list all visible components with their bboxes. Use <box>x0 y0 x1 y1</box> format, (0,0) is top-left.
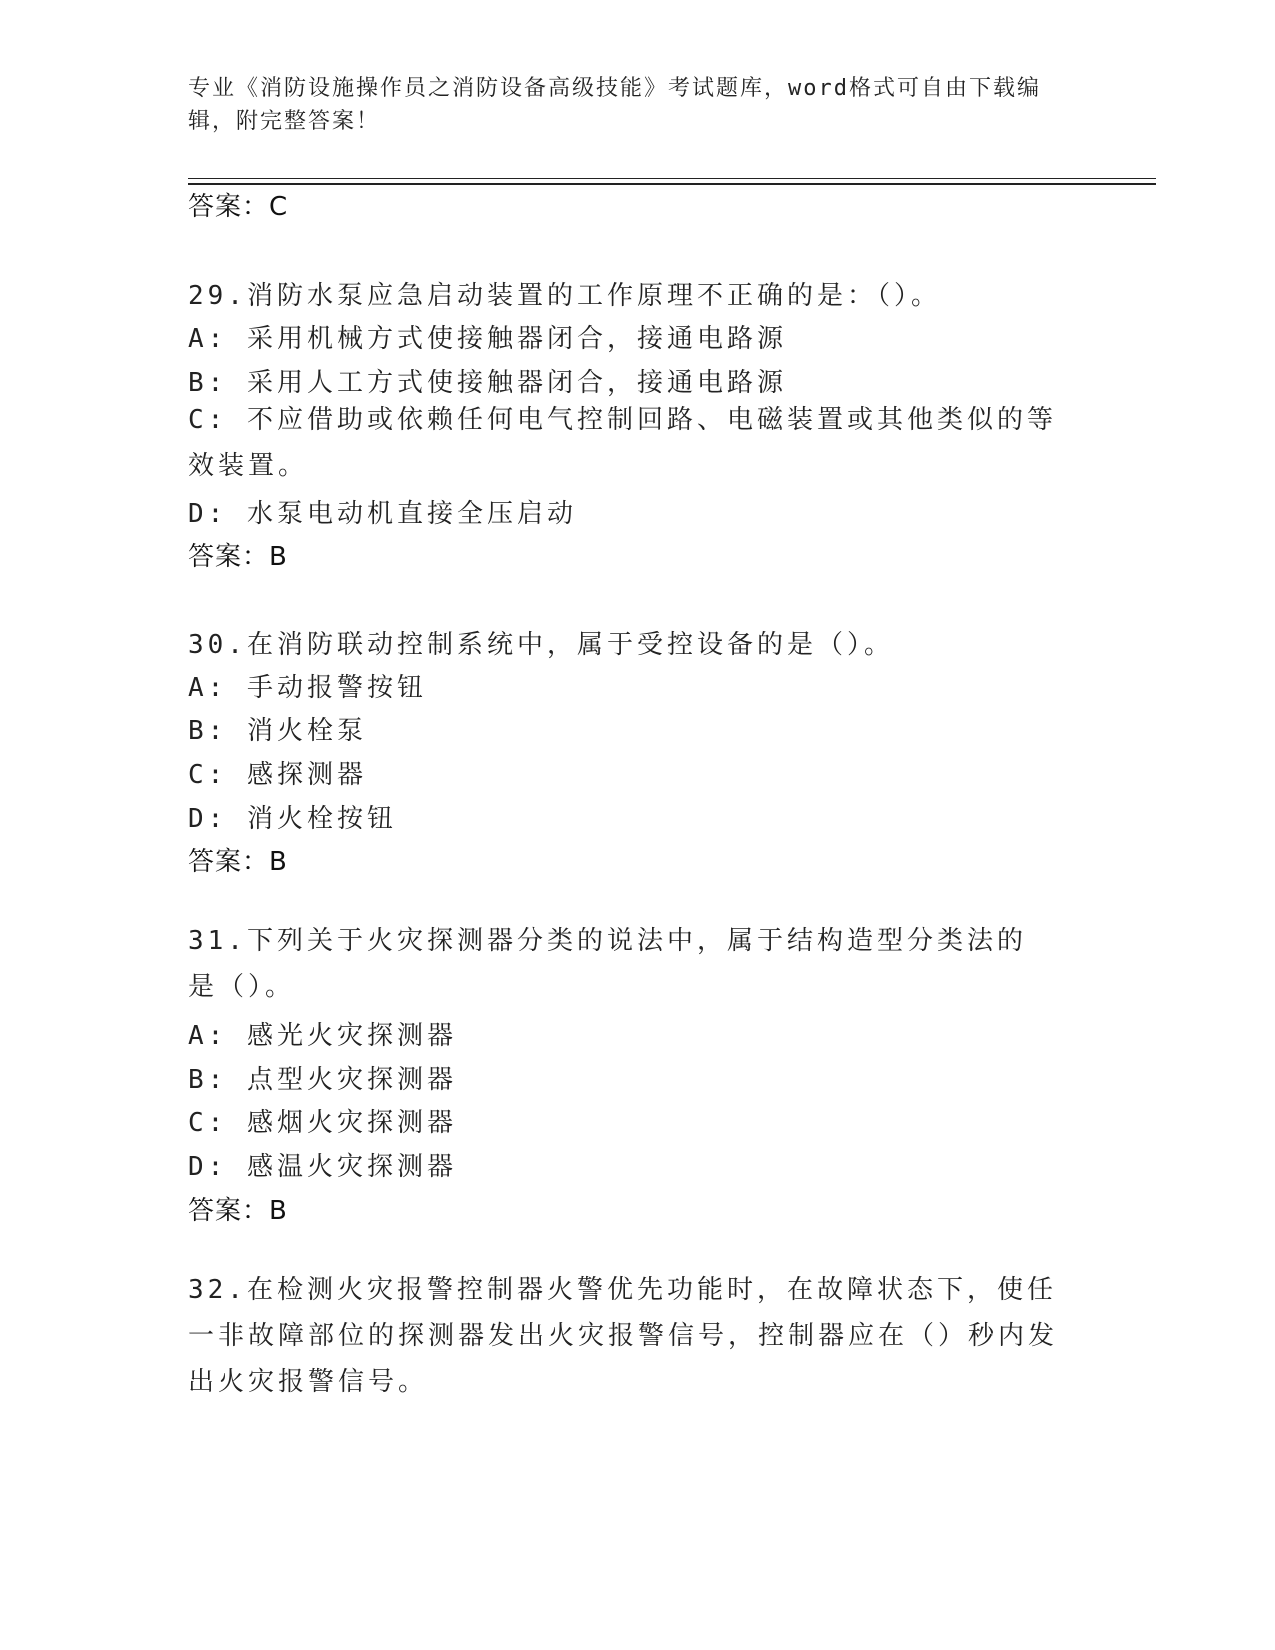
previous-answer: 答案：C <box>188 192 289 222</box>
question-29-option-c: C: 不应借助或依赖任何电气控制回路、电磁装置或其他类似的等效装置。 <box>188 405 1057 481</box>
question-30-option-d: D: 消火栓按钮 <box>188 804 397 834</box>
question-29-option-b: B: 采用人工方式使接触器闭合，接通电路源 <box>188 368 787 398</box>
question-31-option-b: B: 点型火灾探测器 <box>188 1065 457 1095</box>
question-29-answer: 答案：B <box>188 542 288 572</box>
question-30-answer: 答案：B <box>188 847 288 877</box>
question-31-option-d: D: 感温火灾探测器 <box>188 1152 457 1182</box>
question-31-stem: 31.下列关于火灾探测器分类的说法中，属于结构造型分类法的是（）。 <box>188 926 1027 1002</box>
question-30-option-b: B: 消火栓泵 <box>188 716 367 746</box>
question-29-stem: 29.消防水泵应急启动装置的工作原理不正确的是：（）。 <box>188 281 941 311</box>
question-31-option-c: C: 感烟火灾探测器 <box>188 1108 457 1138</box>
header-divider-thick <box>188 183 1156 185</box>
question-29-option-a: A: 采用机械方式使接触器闭合，接通电路源 <box>188 324 787 354</box>
question-29-option-d: D: 水泵电动机直接全压启动 <box>188 499 577 529</box>
question-30-stem: 30.在消防联动控制系统中，属于受控设备的是（）。 <box>188 630 894 660</box>
header-divider <box>188 178 1156 179</box>
question-32-stem: 32.在检测火灾报警控制器火警优先功能时，在故障状态下，使任一非故障部位的探测器发出火灾报警信号，控制器应在（）秒内发出火灾报警信号。 <box>188 1275 1059 1397</box>
question-30-option-c: C: 感探测器 <box>188 760 367 790</box>
question-30-option-a: A: 手动报警按钮 <box>188 673 427 703</box>
question-31-answer: 答案：B <box>188 1196 288 1226</box>
document-header: 专业《消防设施操作员之消防设备高级技能》考试题库，word格式可自由下载编辑，附完整答案！ <box>188 76 1041 134</box>
question-31-option-a: A: 感光火灾探测器 <box>188 1021 457 1051</box>
